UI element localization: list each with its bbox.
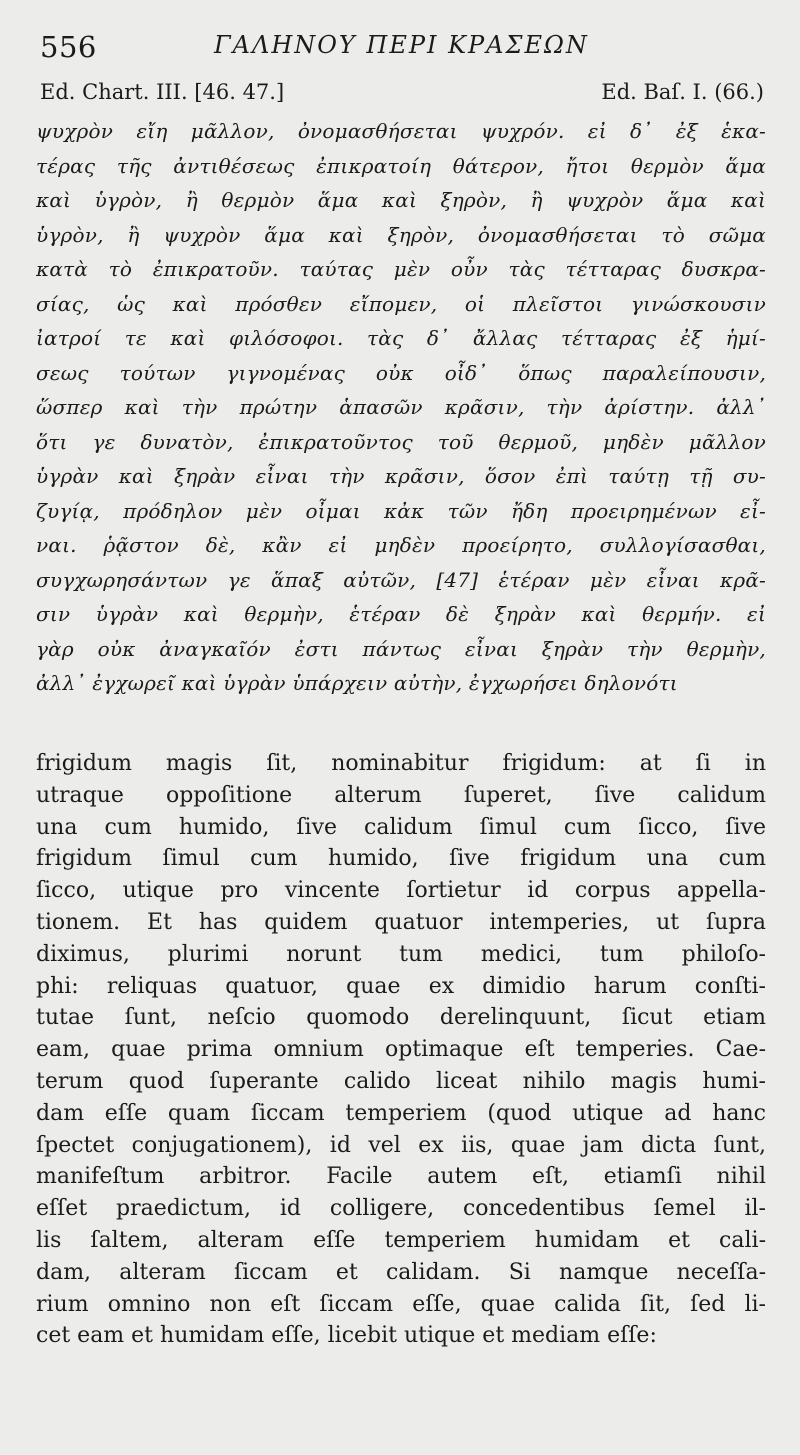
- latin-text-line: una cum humido, ſive calidum ſimul cum ſicco, ſive: [36, 814, 766, 840]
- latin-text-line: frigidum magis ſit, nominabitur frigidum: at ſi in: [36, 751, 766, 776]
- greek-text-line: ζυγίᾳ, πρόδηλον μὲν οἶμαι κἀκ τῶν ἤδη προειρημένων εἶ-: [36, 498, 766, 523]
- latin-text-line: manifeſtum arbitror. Facile autem eſt, etiamſi nihil: [36, 1164, 766, 1190]
- greek-text-line: γὰρ οὐκ ἀναγκαῖόν ἐστι πάντως εἶναι ξηρὰν τὴν θερμὴν,: [36, 636, 766, 661]
- latin-text-line: dam, alteram ſiccam et calidam. Si namque neceſſa-: [36, 1259, 766, 1285]
- latin-text-line: ſicco, utique pro vincente ſortietur id corpus appella-: [36, 878, 766, 904]
- greek-text-block: [36, 114, 766, 701]
- greek-text-line: ὑγρὰν καὶ ξηρὰν εἶναι τὴν κρᾶσιν, ὅσον ἐπὶ ταύτῃ τῇ συ-: [36, 464, 766, 488]
- greek-text-line: κατὰ τὸ ἐπικρατοῦν. ταύτας μὲν οὖν τὰς τέτταρας δυσκρα-: [36, 257, 766, 281]
- latin-text-line: dam eſſe quam ſiccam temperiem (quod utique ad hanc: [36, 1100, 766, 1126]
- greek-text-line: ψυχρὸν εἴη μᾶλλον, ὀνομασθήσεται ψυχρόν. εἰ δ᾽ ἐξ ἑκα-: [36, 119, 766, 143]
- edition-reference-chartier: Ed. Chart. III. [46. 47.]: [40, 80, 285, 104]
- greek-text-line: ὥσπερ καὶ τὴν πρώτην ἁπασῶν κρᾶσιν, τὴν ἀρίστην. ἀλλ᾽: [36, 395, 766, 419]
- greek-text-line: καὶ ὑγρὸν, ἢ θερμὸν ἅμα καὶ ξηρὸν, ἢ ψυχρὸν ἅμα καὶ: [36, 188, 766, 212]
- latin-text-line: cet eam et humidam eſſe, licebit utique et mediam eſſe:: [36, 1323, 657, 1349]
- greek-text-line: ἀλλ᾽ ἐγχωρεῖ καὶ ὑγρὰν ὑπάρχειν αὐτὴν, ἐγχωρήσει δηλονότι: [36, 671, 678, 695]
- greek-text-line: σίας, ὡς καὶ πρόσθεν εἴπομεν, οἱ πλεῖστοι γινώσκουσιν: [36, 291, 766, 316]
- running-title: ΓΑΛΗΝΟΥ ΠΕΡΙ ΚΡΑΣΕΩΝ: [214, 31, 589, 59]
- greek-text-line: ἰατροί τε καὶ φιλόσοφοι. τὰς δ᾽ ἄλλας τέτταρας ἐξ ἡμί-: [36, 326, 766, 350]
- latin-text-line: phi: reliquas quatuor, quae ex dimidio harum conſti-: [36, 973, 766, 999]
- edition-reference-basel: Ed. Baſ. I. (66.): [601, 80, 764, 104]
- latin-text-line: tutae ſunt, neſcio quomodo derelinquunt, ſicut etiam: [36, 1005, 766, 1031]
- greek-text-line: σεως τούτων γιγνομένας οὐκ οἶδ᾽ ὅπως παραλείπουσιν,: [36, 360, 766, 385]
- page-number: 556: [40, 30, 97, 64]
- latin-text-line: ſpectet conjugationem), id vel ex iis, quae jam dicta ſunt,: [36, 1132, 766, 1158]
- latin-text-line: frigidum ſimul cum humido, ſive frigidum una cum: [36, 846, 766, 872]
- greek-text-line: ὅτι γε δυνατὸν, ἐπικρατοῦντος τοῦ θερμοῦ, μηδὲν μᾶλλον: [36, 429, 766, 454]
- greek-text-line: ναι. ῥᾷστον δὲ, κἂν εἰ μηδὲν προείρητο, συλλογίσασθαι,: [36, 533, 766, 557]
- latin-text-line: lis ſaltem, alteram eſſe temperiem humidam et cali-: [36, 1227, 766, 1253]
- latin-text-line: eſſet praedictum, id colligere, concedentibus ſemel il-: [36, 1196, 766, 1222]
- latin-text-line: rium omnino non eſt ſiccam eſſe, quae calida ſit, ſed li-: [36, 1291, 766, 1317]
- latin-text-line: diximus, plurimi norunt tum medici, tum philoſo-: [36, 941, 766, 967]
- latin-text-line: eam, quae prima omnium optimaque eſt temperies. Cae-: [36, 1037, 766, 1063]
- latin-text-line: tionem. Et has quidem quatuor intemperies, ut ſupra: [36, 909, 766, 935]
- greek-text-line: συγχωρησάντων γε ἅπαξ αὐτῶν, [47] ἑτέραν μὲν εἶναι κρᾶ-: [36, 567, 766, 592]
- latin-text-block: [36, 748, 766, 1352]
- greek-text-line: τέρας τῆς ἀντιθέσεως ἐπικρατοίη θάτερον, ἤτοι θερμὸν ἅμα: [36, 153, 766, 178]
- greek-text-line: ὑγρὸν, ἢ ψυχρὸν ἅμα καὶ ξηρὸν, ὀνομασθήσεται τὸ σῶμα: [36, 222, 766, 247]
- latin-text-line: terum quod ſuperante calido liceat nihilo magis humi-: [36, 1068, 766, 1094]
- latin-text-line: utraque oppoſitione alterum ſuperet, ſive calidum: [36, 782, 766, 808]
- greek-text-line: σιν ὑγρὰν καὶ θερμὴν, ἑτέραν δὲ ξηρὰν καὶ θερμήν. εἰ: [36, 602, 766, 626]
